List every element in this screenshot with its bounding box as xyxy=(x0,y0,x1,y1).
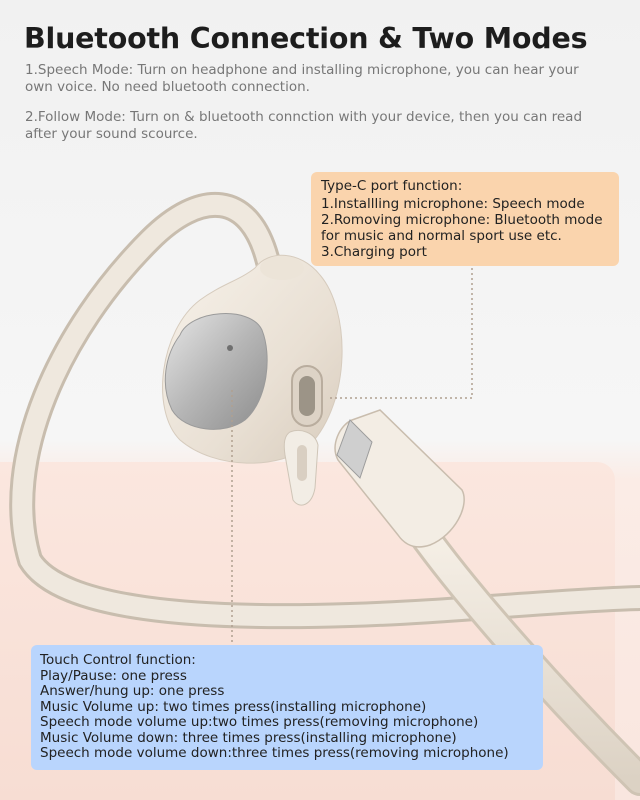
port-leader-line xyxy=(330,266,472,398)
port-callout-item: 3.Charging port xyxy=(321,244,427,260)
type-c-port-icon xyxy=(292,366,322,426)
touch-callout-item: Answer/hung up: one press xyxy=(40,683,225,699)
follow-mode-description: 2.Follow Mode: Turn on & bluetooth connction with your device, then you can read after your sound scource. xyxy=(25,109,583,142)
microphone-plug-icon xyxy=(284,431,318,506)
type-c-port-callout xyxy=(311,172,619,266)
touch-callout-heading: Touch Control function: xyxy=(40,652,196,668)
touch-callout-item: Speech mode volume up:two times press(removing microphone) xyxy=(40,714,479,730)
microphone-hole-icon xyxy=(227,345,233,351)
speech-mode-description: 1.Speech Mode: Turn on headphone and installing microphone, you can hear your own voice. No need bluetooth connection. xyxy=(25,62,579,95)
port-callout-item: 2.Romoving microphone: Bluetooth mode for music and normal sport use etc. xyxy=(321,212,603,244)
touch-callout-item: Play/Pause: one press xyxy=(40,667,187,684)
touch-callout-item: Speech mode volume down:three times press(removing microphone) xyxy=(40,745,509,761)
touch-callout-item: Music Volume down: three times press(installing microphone) xyxy=(40,729,457,746)
touch-callout-item: Music Volume up: two times press(installing microphone) xyxy=(40,698,427,715)
port-callout-item: 1.Installling microphone: Speech mode xyxy=(321,196,585,212)
touch-control-callout xyxy=(31,645,543,770)
page-title: Bluetooth Connection & Two Modes xyxy=(24,22,588,55)
port-callout-heading: Type-C port function: xyxy=(321,178,463,194)
